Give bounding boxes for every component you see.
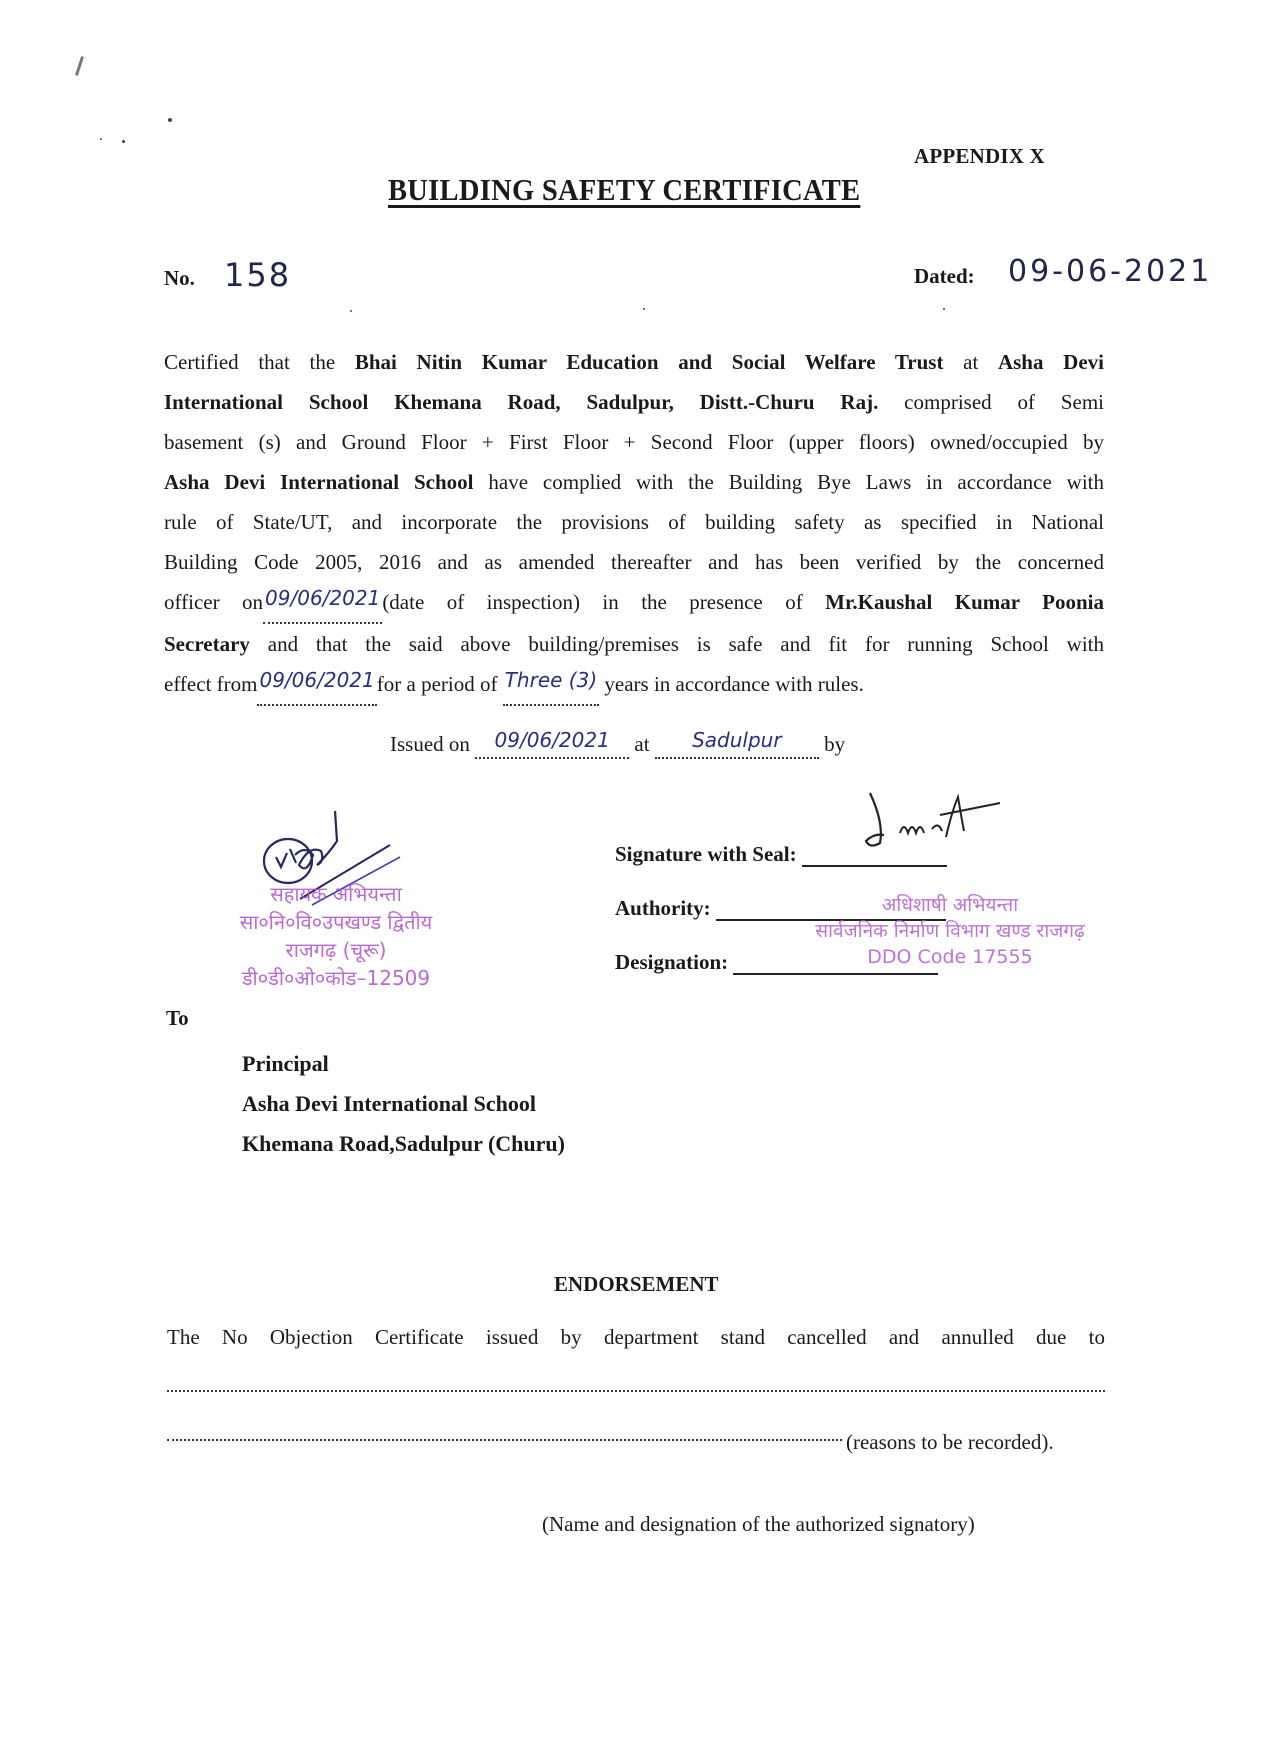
body-line [164,582,1104,624]
body-text: at [943,350,998,374]
scan-mark [75,56,84,76]
school-name: Asha Devi [997,350,1104,374]
issued-date-field [475,728,629,759]
body-line [164,664,1104,706]
body-line [164,624,1104,664]
presence-name: Mr.Kaushal Kumar Poonia [825,590,1105,614]
body-text: and that the said above building/premises is safe and fit for running School with [249,632,1104,656]
reason-blank-line-2 [167,1433,842,1441]
issued-on-label: Issued on [390,732,476,756]
recipient-address [242,1044,565,1164]
authority-label: Authority: [615,896,711,920]
issued-by-label: by [818,732,846,756]
scan-speck [168,118,172,122]
dated-value: 09-06-2021 [1008,254,1213,289]
issued-at-label: at [629,732,655,756]
stamp-line: राजगढ़ (चूरू) [285,938,387,962]
reasons-label: (reasons to be recorded). [846,1430,1054,1454]
endorsement-title: ENDORSEMENT [554,1272,719,1296]
presence-title: Secretary [164,632,250,656]
stamp-line: DDO Code 17555 [867,946,1033,968]
appendix-label: APPENDIX X [914,144,1045,168]
stamp-line: सहायक अभियन्ता [270,882,402,906]
period-value: Three (3) [504,668,598,692]
scan-speck [943,308,945,310]
body-line [164,382,1104,422]
issued-place-value: Sadulpur [692,728,782,752]
body-text: officer on [164,590,264,614]
stamp-line: डी०डी०ओ०कोड–12509 [241,966,431,990]
certificate-body [164,342,1104,706]
designation-line [733,972,938,975]
certificate-number-value: 158 [224,256,292,294]
recipient-address-line: Khemana Road,Sadulpur (Churu) [242,1131,565,1156]
to-label: To [166,1006,189,1030]
body-text: effect from [164,672,258,696]
stamp-line: सार्वजनिक निर्माण विभाग खण्ड राजगढ़ [815,920,1085,942]
issued-date-value: 09/06/2021 [494,728,610,752]
body-text: rule of State/UT, and incorporate the provisions of building safety as specified in National [164,510,1104,534]
body-line [164,342,1104,382]
body-text: years in accordance with rules. [599,672,864,696]
executive-engineer-stamp [760,892,1140,970]
designation-label: Designation: [615,950,729,974]
body-line [164,462,1104,502]
assistant-engineer-stamp [196,880,476,992]
reason-blank-line-1 [167,1384,1105,1392]
dated-label: Dated: [914,264,975,288]
trust-name: Bhai Nitin Kumar Education and Social Welfare Trust [354,350,944,374]
certificate-number-label: No. [164,266,195,290]
body-line [164,422,1104,462]
inspection-date-value: 09/06/2021 [265,586,381,610]
scan-speck [122,140,125,143]
authorized-signatory-note: (Name and designation of the authorized signatory) [542,1512,975,1536]
signature-with-seal-row [615,842,947,867]
stamp-line: अधिशाषी अभियन्ता [881,894,1019,916]
recipient-school: Asha Devi International School [242,1091,536,1116]
body-text: Certified that the [164,350,355,374]
issued-place-field [655,728,819,759]
occupant-name: Asha Devi International School [164,470,474,494]
effect-date-value: 09/06/2021 [259,668,375,692]
scan-speck [350,310,352,312]
body-line [164,542,1104,582]
body-text: basement (s) and Ground Floor + First Floor + Second Floor (upper floors) owned/occupied by [164,430,1104,454]
effect-date-field [257,664,376,706]
body-text: for a period of [376,672,503,696]
period-field [503,664,599,706]
signature-seal-label: Signature with Seal: [615,842,797,866]
issued-line [390,728,846,759]
school-address: International School Khemana Road, Sadulpur, Distt.-Churu Raj. [164,390,879,414]
inspection-date-field [263,582,382,624]
scan-speck [643,308,645,310]
body-text: have complied with the Building Bye Laws in accordance with [473,470,1105,494]
stamp-line: सा०नि०वि०उपखण्ड द्वितीय [239,910,433,934]
signature-line [802,864,947,867]
endorsement-text: The No Objection Certificate issued by department stand cancelled and annulled due to [167,1325,1105,1349]
document-title: BUILDING SAFETY CERTIFICATE [388,172,861,207]
scan-speck [100,138,102,140]
body-text: Building Code 2005, 2016 and as amended thereafter and has been verified by the concerned [164,550,1104,574]
body-text: (date of inspection) in the presence of [382,590,826,614]
recipient-title: Principal [242,1051,329,1076]
body-text: comprised of Semi [878,390,1104,414]
body-line [164,502,1104,542]
